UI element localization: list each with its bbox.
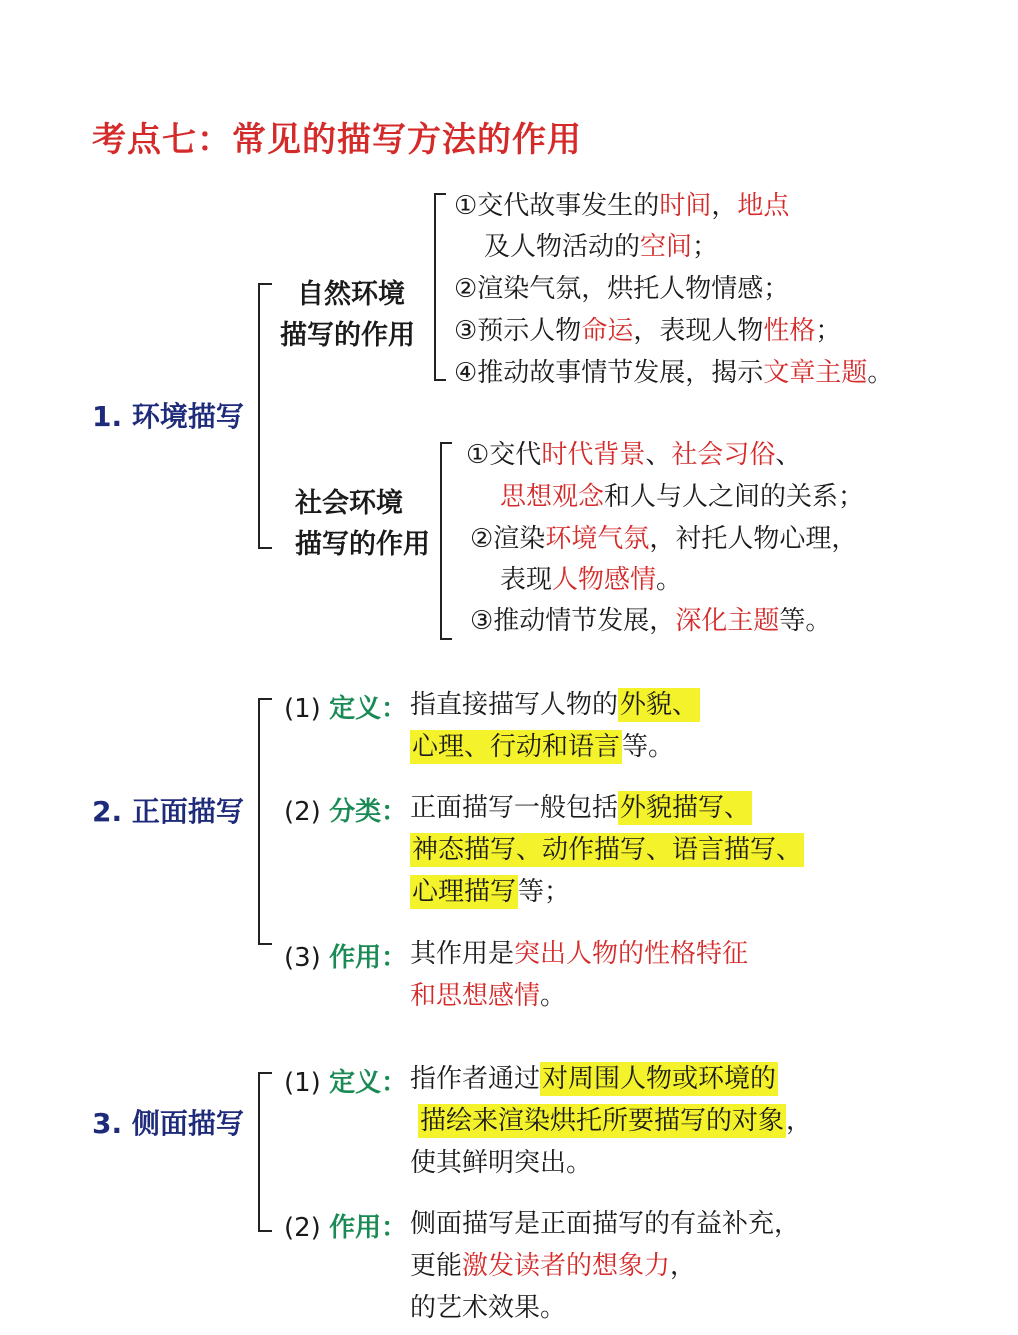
social-line-3: ②渲染环境气氛，衬托人物心理，: [470, 524, 858, 554]
natural-line-1: ①交代故事发生的时间，地点: [454, 191, 790, 221]
social-bracket: [440, 442, 452, 640]
section-2-label: 2. 正面描写: [92, 795, 244, 828]
social-env-label: 社会环境: [295, 488, 403, 519]
social-line-4: 表现人物感情。: [500, 565, 683, 595]
s3-definition-line-1: 指作者通过对周围人物或环境的: [410, 1064, 777, 1094]
natural-line-5: ④推动故事情节发展，揭示文章主题。: [454, 358, 894, 388]
natural-line-4: ③预示人物命运，表现人物性格；: [454, 316, 842, 346]
s3-definition-label: (1) 定义：: [284, 1068, 408, 1098]
s2-category-line-2: 神态描写、动作描写、语言描写、: [412, 835, 803, 865]
s3-function-label: (2) 作用：: [284, 1213, 408, 1243]
social-line-1: ①交代时代背景、社会习俗、: [466, 440, 802, 470]
s3-function-line-1: 侧面描写是正面描写的有益补充，: [410, 1209, 801, 1239]
s3-function-line-3: 的艺术效果。: [410, 1293, 567, 1323]
natural-bracket: [434, 193, 446, 381]
s2-category-line-1: 正面描写一般包括外貌描写、: [410, 793, 751, 823]
natural-line-2: 及人物活动的空间；: [484, 232, 719, 262]
natural-env-label-2: 描写的作用: [280, 320, 415, 351]
natural-env-label: 自然环境: [297, 279, 405, 310]
section-2-bracket: [258, 698, 272, 945]
s2-definition-line-2: 心理、行动和语言等。: [412, 732, 675, 762]
page-title: 考点七：常见的描写方法的作用: [92, 120, 582, 160]
s2-definition-label: (1) 定义：: [284, 694, 408, 724]
s2-function-line-2: 和思想感情。: [410, 981, 567, 1011]
social-env-label-2: 描写的作用: [295, 529, 430, 560]
social-line-2: 思想观念和人与人之间的关系；: [500, 482, 865, 512]
section-3-label: 3. 侧面描写: [92, 1107, 244, 1140]
s2-function-line-1: 其作用是突出人物的性格特征: [410, 939, 749, 969]
section-1-label: 1. 环境描写: [92, 400, 244, 433]
s2-function-label: (3) 作用：: [284, 943, 408, 973]
section-3-bracket: [258, 1072, 272, 1232]
section-1-bracket: [258, 283, 272, 549]
s2-category-label: (2) 分类：: [284, 797, 408, 827]
social-line-5: ③推动情节发展，深化主题等。: [470, 606, 832, 636]
s3-function-line-2: 更能激发读者的想象力，: [410, 1251, 697, 1281]
s2-definition-line-1: 指直接描写人物的外貌、: [410, 690, 699, 720]
natural-line-3: ②渲染气氛，烘托人物情感；: [454, 274, 790, 304]
s3-definition-line-2: 描绘来渲染烘托所要描写的对象，: [420, 1106, 813, 1136]
s2-category-line-3: 心理描写等；: [412, 877, 571, 907]
s3-definition-line-3: 使其鲜明突出。: [410, 1148, 593, 1178]
